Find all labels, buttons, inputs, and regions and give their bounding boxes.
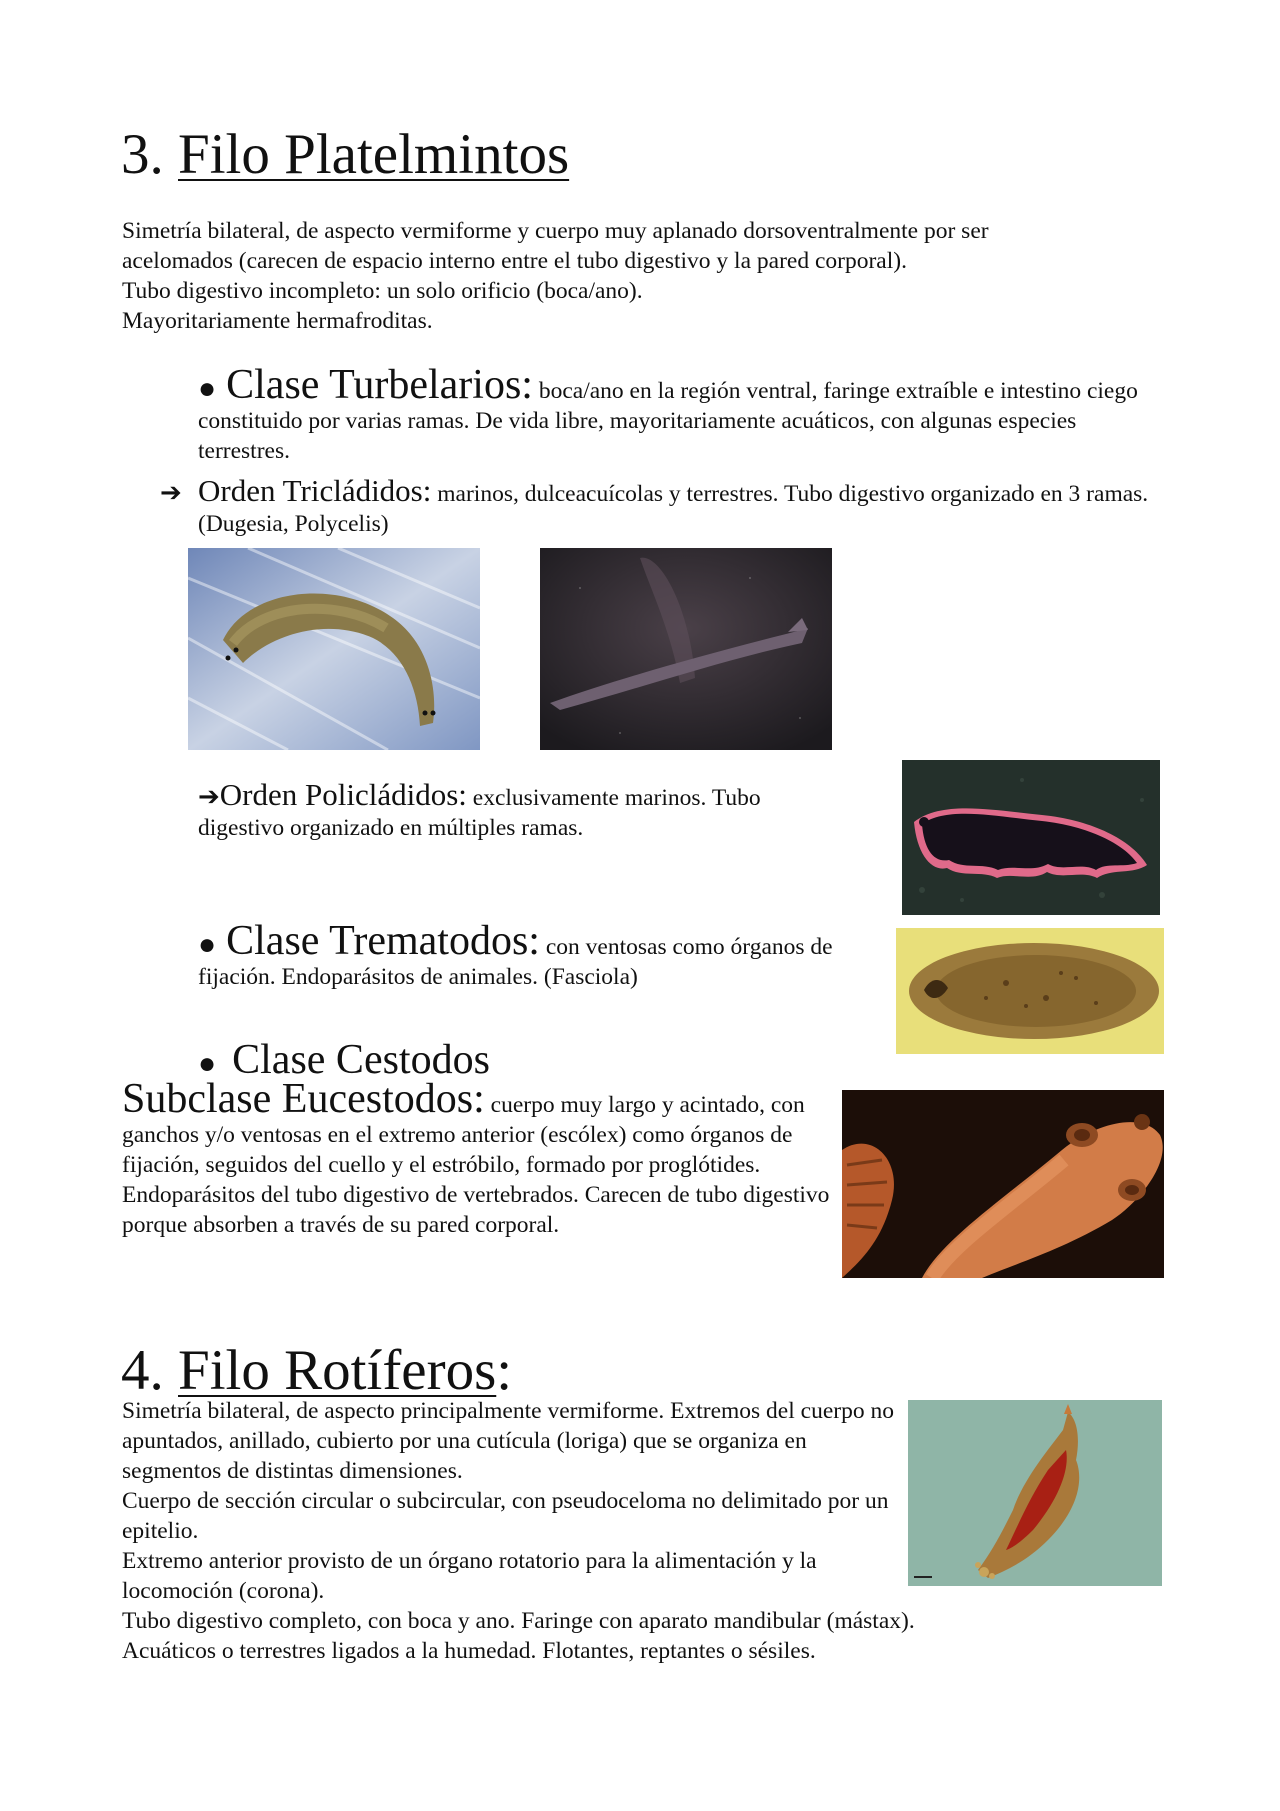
rotiferos-line-2: Cuerpo de sección circular o subcircular, con pseudoceloma no delimitado por un epitelio.: [122, 1488, 889, 1544]
section-3-heading: [121, 122, 569, 188]
cestodos-heading: Clase Cestodos: [232, 1037, 490, 1083]
turbelarios-heading: Clase Turbelarios:: [226, 362, 533, 408]
eucestodos-heading: Subclase Eucestodos:: [122, 1076, 485, 1122]
polyclad-photo: [902, 760, 1160, 915]
intro-line-2: Tubo digestivo incompleto: un solo orificio (boca/ano).: [122, 278, 643, 304]
tricladidos-block: [198, 473, 1168, 539]
rotiferos-line-3: Extremo anterior provisto de un órgano rotatorio para la alimentación y la locomoción (corona).: [122, 1548, 817, 1604]
turbelarios-text: boca/ano en la región ventral, faringe extraíble e intestino ciego constituido por varias ramas. De vida libre, mayoritariamente acuáticos, con algunas especies terrestres.: [198, 378, 1138, 464]
bullet-icon: ●: [198, 1047, 217, 1080]
section-4-body-lower: [122, 1606, 1162, 1666]
section-3-number: 3.: [121, 123, 178, 186]
fasciola-photo: [896, 928, 1164, 1054]
bullet-icon: ●: [198, 928, 217, 961]
trematodos-text: con ventosas como órganos de fijación. Endoparásitos de animales. (Fasciola): [198, 934, 833, 990]
arrow-right-icon: ➔: [160, 478, 182, 508]
rotiferos-line-1: Simetría bilateral, de aspecto principalmente vermiforme. Extremos del cuerpo no apuntados, anillado, cubierto por una cutícula (loriga) que se organiza en segmentos de distintas dimensiones.: [122, 1398, 894, 1484]
rotifer-photo: [908, 1400, 1162, 1586]
rotiferos-line-4: Tubo digestivo completo, con boca y ano. Faringe con aparato mandibular (mástax).: [122, 1608, 915, 1634]
section-4-heading: [121, 1338, 512, 1404]
eucestodos-block: [122, 1076, 834, 1240]
trematodos-block: [198, 918, 888, 992]
section-4-body-upper: [122, 1396, 904, 1606]
section-4-colon: :: [496, 1339, 513, 1402]
turbelarios-block: [198, 362, 1168, 466]
tricladidos-heading: Orden Tricládidos:: [198, 473, 432, 508]
rotiferos-line-5: Acuáticos o terrestres ligados a la humedad. Flotantes, reptantes o sésiles.: [122, 1638, 816, 1664]
eucestodos-text: cuerpo muy largo y acintado, con ganchos y/o ventosas en el extremo anterior (escólex) como órganos de fijación, seguidos del cuello y el estróbilo, formado por proglótides. Endoparásitos del tubo digestivo de vertebrados. Carecen de tubo digestivo porque absorben a través de su pared corporal.: [122, 1092, 830, 1238]
policladidos-text: exclusivamente marinos. Tubo digestivo organizado en múltiples ramas.: [198, 785, 761, 841]
intro-line-1: Simetría bilateral, de aspecto vermiforme y cuerpo muy aplanado dorsoventralmente por ser acelomados (carecen de espacio interno entre el tubo digestivo y la pared corporal).: [122, 218, 989, 274]
section-4-title: Filo Rotíferos: [178, 1339, 497, 1402]
tapeworm-photo: [842, 1090, 1164, 1278]
polycelis-photo: [540, 548, 832, 750]
section-4-number: 4.: [121, 1339, 178, 1402]
tricladidos-text: marinos, dulceacuícolas y terrestres. Tubo digestivo organizado en 3 ramas. (Dugesia, Polycelis): [198, 481, 1149, 537]
bullet-icon: ●: [198, 372, 217, 405]
trematodos-heading: Clase Trematodos:: [226, 918, 540, 964]
section-3-title: Filo Platelmintos: [178, 123, 570, 186]
arrow-right-icon: ➔: [198, 782, 220, 812]
policladidos-heading: Orden Policládidos:: [219, 777, 467, 812]
section-3-intro: [122, 216, 1102, 336]
dugesia-photo: [188, 548, 480, 750]
policladidos-block: [198, 777, 838, 843]
intro-line-3: Mayoritariamente hermafroditas.: [122, 308, 433, 334]
